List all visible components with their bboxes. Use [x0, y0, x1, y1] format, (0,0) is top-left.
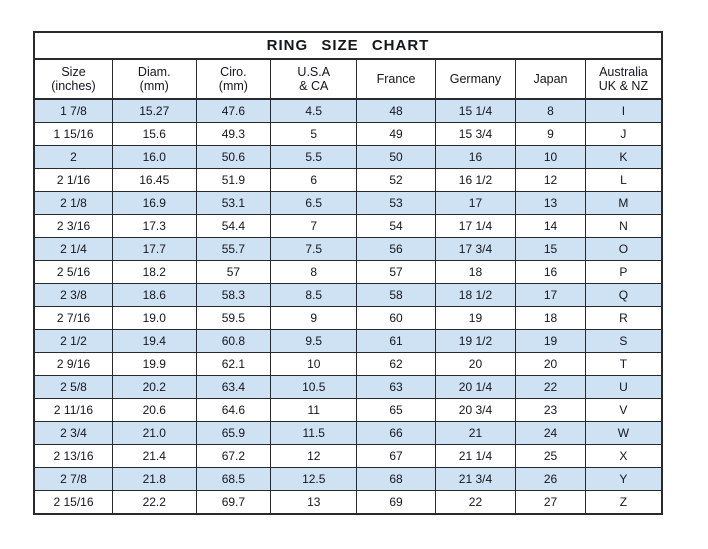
table-cell-japan: 23 — [516, 399, 586, 422]
column-header-label: Australia — [599, 64, 648, 79]
table-cell-size-inches: 1 15/16 — [34, 123, 113, 146]
table-cell-japan: 13 — [516, 192, 586, 215]
table-cell-diameter-mm: 21.0 — [113, 422, 197, 445]
table-cell-australia-uk-nz: T — [585, 353, 662, 376]
table-cell-size-inches: 1 7/8 — [34, 99, 113, 123]
table-cell-germany: 15 3/4 — [435, 123, 515, 146]
table-cell-size-inches: 2 3/4 — [34, 422, 113, 445]
table-cell-japan: 25 — [516, 445, 586, 468]
table-cell-germany: 17 — [435, 192, 515, 215]
table-cell-diameter-mm: 20.6 — [113, 399, 197, 422]
table-cell-japan: 17 — [516, 284, 586, 307]
table-cell-france: 53 — [357, 192, 436, 215]
table-cell-japan: 18 — [516, 307, 586, 330]
table-cell-size-inches: 2 1/16 — [34, 169, 113, 192]
column-header-circumference-mm — [196, 59, 271, 99]
table-cell-size-inches: 2 11/16 — [34, 399, 113, 422]
table-cell-circumference-mm: 55.7 — [196, 238, 271, 261]
column-header-label: Diam. — [137, 64, 171, 79]
column-header-japan — [516, 59, 586, 99]
table-cell-australia-uk-nz: W — [585, 422, 662, 445]
table-row — [34, 307, 662, 330]
table-cell-size-inches: 2 7/8 — [34, 468, 113, 491]
table-cell-australia-uk-nz: S — [585, 330, 662, 353]
table-cell-usa-ca: 12.5 — [271, 468, 357, 491]
table-cell-germany: 18 1/2 — [435, 284, 515, 307]
table-cell-size-inches: 2 3/8 — [34, 284, 113, 307]
table-cell-germany: 17 1/4 — [435, 215, 515, 238]
table-row — [34, 99, 662, 123]
table-cell-diameter-mm: 16.45 — [113, 169, 197, 192]
table-cell-germany: 17 3/4 — [435, 238, 515, 261]
table-cell-australia-uk-nz: U — [585, 376, 662, 399]
table-cell-circumference-mm: 57 — [196, 261, 271, 284]
table-cell-size-inches: 2 9/16 — [34, 353, 113, 376]
table-cell-australia-uk-nz: I — [585, 99, 662, 123]
table-cell-usa-ca: 5 — [271, 123, 357, 146]
column-header-germany — [435, 59, 515, 99]
chart-title: RING SIZE CHART — [34, 32, 662, 59]
table-cell-usa-ca: 4.5 — [271, 99, 357, 123]
table-row — [34, 238, 662, 261]
table-cell-usa-ca: 13 — [271, 491, 357, 515]
column-header-diameter-mm — [113, 59, 197, 99]
table-cell-japan: 10 — [516, 146, 586, 169]
table-cell-germany: 22 — [435, 491, 515, 515]
table-cell-australia-uk-nz: K — [585, 146, 662, 169]
table-cell-australia-uk-nz: X — [585, 445, 662, 468]
table-cell-circumference-mm: 51.9 — [196, 169, 271, 192]
table-body — [34, 99, 662, 514]
table-cell-usa-ca: 5.5 — [271, 146, 357, 169]
column-header-sublabel: (mm) — [218, 79, 248, 93]
table-cell-diameter-mm: 17.7 — [113, 238, 197, 261]
table-cell-diameter-mm: 19.0 — [113, 307, 197, 330]
table-row — [34, 284, 662, 307]
table-cell-japan: 9 — [516, 123, 586, 146]
table-cell-usa-ca: 10 — [271, 353, 357, 376]
table-cell-circumference-mm: 68.5 — [196, 468, 271, 491]
table-cell-germany: 16 — [435, 146, 515, 169]
table-cell-diameter-mm: 16.0 — [113, 146, 197, 169]
table-cell-usa-ca: 10.5 — [271, 376, 357, 399]
table-cell-usa-ca: 8.5 — [271, 284, 357, 307]
column-header-sublabel: & CA — [299, 79, 329, 93]
table-cell-france: 61 — [357, 330, 436, 353]
table-cell-france: 48 — [357, 99, 436, 123]
table-cell-size-inches: 2 1/8 — [34, 192, 113, 215]
table-cell-australia-uk-nz: V — [585, 399, 662, 422]
table-cell-australia-uk-nz: R — [585, 307, 662, 330]
table-cell-circumference-mm: 67.2 — [196, 445, 271, 468]
table-row — [34, 123, 662, 146]
table-cell-usa-ca: 11.5 — [271, 422, 357, 445]
table-cell-usa-ca: 7.5 — [271, 238, 357, 261]
column-header-label: Japan — [533, 71, 568, 86]
table-cell-size-inches: 2 7/16 — [34, 307, 113, 330]
table-cell-circumference-mm: 69.7 — [196, 491, 271, 515]
table-cell-france: 52 — [357, 169, 436, 192]
table-cell-france: 60 — [357, 307, 436, 330]
table-cell-usa-ca: 7 — [271, 215, 357, 238]
table-cell-france: 66 — [357, 422, 436, 445]
chart-title-row — [34, 32, 662, 59]
table-row — [34, 445, 662, 468]
table-cell-circumference-mm: 54.4 — [196, 215, 271, 238]
table-cell-diameter-mm: 22.2 — [113, 491, 197, 515]
table-row — [34, 146, 662, 169]
table-cell-circumference-mm: 60.8 — [196, 330, 271, 353]
table-cell-japan: 26 — [516, 468, 586, 491]
table-row — [34, 330, 662, 353]
table-cell-diameter-mm: 20.2 — [113, 376, 197, 399]
table-cell-france: 69 — [357, 491, 436, 515]
table-cell-germany: 19 1/2 — [435, 330, 515, 353]
table-cell-australia-uk-nz: P — [585, 261, 662, 284]
table-cell-france: 58 — [357, 284, 436, 307]
table-cell-diameter-mm: 19.4 — [113, 330, 197, 353]
column-header-sublabel: UK & NZ — [598, 79, 649, 93]
table-row — [34, 468, 662, 491]
table-cell-japan: 16 — [516, 261, 586, 284]
table-cell-japan: 14 — [516, 215, 586, 238]
table-cell-circumference-mm: 65.9 — [196, 422, 271, 445]
table-cell-france: 63 — [357, 376, 436, 399]
table-cell-diameter-mm: 17.3 — [113, 215, 197, 238]
ring-size-chart — [33, 31, 663, 515]
table-cell-france: 57 — [357, 261, 436, 284]
table-cell-france: 67 — [357, 445, 436, 468]
column-header-label: Ciro. — [220, 64, 247, 79]
table-cell-japan: 19 — [516, 330, 586, 353]
table-cell-diameter-mm: 19.9 — [113, 353, 197, 376]
table-cell-size-inches: 2 1/4 — [34, 238, 113, 261]
table-cell-france: 68 — [357, 468, 436, 491]
table-cell-japan: 12 — [516, 169, 586, 192]
table-cell-size-inches: 2 5/16 — [34, 261, 113, 284]
table-cell-size-inches: 2 5/8 — [34, 376, 113, 399]
table-cell-france: 49 — [357, 123, 436, 146]
table-cell-usa-ca: 6 — [271, 169, 357, 192]
table-cell-france: 65 — [357, 399, 436, 422]
table-row — [34, 399, 662, 422]
table-cell-usa-ca: 6.5 — [271, 192, 357, 215]
table-row — [34, 376, 662, 399]
table-cell-circumference-mm: 49.3 — [196, 123, 271, 146]
table-cell-diameter-mm: 15.6 — [113, 123, 197, 146]
table-cell-australia-uk-nz: Y — [585, 468, 662, 491]
table-cell-japan: 27 — [516, 491, 586, 515]
table-cell-germany: 21 1/4 — [435, 445, 515, 468]
table-cell-australia-uk-nz: O — [585, 238, 662, 261]
column-header-sublabel: (mm) — [139, 79, 169, 93]
table-cell-size-inches: 2 15/16 — [34, 491, 113, 515]
table-cell-australia-uk-nz: M — [585, 192, 662, 215]
table-cell-japan: 22 — [516, 376, 586, 399]
column-header-size-inches — [34, 59, 113, 99]
table-cell-diameter-mm: 21.4 — [113, 445, 197, 468]
table-cell-circumference-mm: 59.5 — [196, 307, 271, 330]
column-header-label: U.S.A — [297, 64, 331, 79]
table-cell-usa-ca: 9 — [271, 307, 357, 330]
table-cell-usa-ca: 9.5 — [271, 330, 357, 353]
column-header-label: Size — [61, 64, 86, 79]
table-row — [34, 192, 662, 215]
table-cell-australia-uk-nz: Z — [585, 491, 662, 515]
column-header-sublabel: (inches) — [51, 79, 96, 93]
table-cell-size-inches: 2 3/16 — [34, 215, 113, 238]
table-cell-japan: 15 — [516, 238, 586, 261]
table-cell-circumference-mm: 53.1 — [196, 192, 271, 215]
table-row — [34, 261, 662, 284]
table-cell-germany: 15 1/4 — [435, 99, 515, 123]
table-cell-japan: 20 — [516, 353, 586, 376]
table-cell-japan: 8 — [516, 99, 586, 123]
table-row — [34, 215, 662, 238]
table-cell-diameter-mm: 15.27 — [113, 99, 197, 123]
table-cell-circumference-mm: 47.6 — [196, 99, 271, 123]
column-header-label: Germany — [449, 71, 502, 86]
table-row — [34, 353, 662, 376]
table-row — [34, 422, 662, 445]
table-cell-germany: 20 3/4 — [435, 399, 515, 422]
table-cell-germany: 21 3/4 — [435, 468, 515, 491]
table-cell-diameter-mm: 16.9 — [113, 192, 197, 215]
table-cell-australia-uk-nz: Q — [585, 284, 662, 307]
table-cell-circumference-mm: 58.3 — [196, 284, 271, 307]
table-cell-germany: 16 1/2 — [435, 169, 515, 192]
table-cell-france: 56 — [357, 238, 436, 261]
column-header-usa-ca — [271, 59, 357, 99]
table-cell-size-inches: 2 1/2 — [34, 330, 113, 353]
table-cell-germany: 18 — [435, 261, 515, 284]
table-cell-france: 50 — [357, 146, 436, 169]
table-cell-circumference-mm: 63.4 — [196, 376, 271, 399]
table-cell-france: 54 — [357, 215, 436, 238]
table-cell-circumference-mm: 50.6 — [196, 146, 271, 169]
table-row — [34, 491, 662, 515]
table-cell-usa-ca: 8 — [271, 261, 357, 284]
column-header-row — [34, 59, 662, 99]
table-cell-size-inches: 2 — [34, 146, 113, 169]
table-cell-japan: 24 — [516, 422, 586, 445]
table-cell-australia-uk-nz: N — [585, 215, 662, 238]
table-cell-australia-uk-nz: L — [585, 169, 662, 192]
table-cell-circumference-mm: 62.1 — [196, 353, 271, 376]
table-cell-germany: 20 1/4 — [435, 376, 515, 399]
table-cell-france: 62 — [357, 353, 436, 376]
table-cell-circumference-mm: 64.6 — [196, 399, 271, 422]
table-cell-usa-ca: 11 — [271, 399, 357, 422]
column-header-australia-uk-nz — [585, 59, 662, 99]
table-cell-size-inches: 2 13/16 — [34, 445, 113, 468]
table-cell-usa-ca: 12 — [271, 445, 357, 468]
table-cell-australia-uk-nz: J — [585, 123, 662, 146]
table-cell-diameter-mm: 21.8 — [113, 468, 197, 491]
column-header-label: France — [376, 71, 416, 86]
column-header-france — [357, 59, 436, 99]
table-cell-diameter-mm: 18.6 — [113, 284, 197, 307]
table-cell-diameter-mm: 18.2 — [113, 261, 197, 284]
table-cell-germany: 20 — [435, 353, 515, 376]
table-row — [34, 169, 662, 192]
table-cell-germany: 19 — [435, 307, 515, 330]
table-cell-germany: 21 — [435, 422, 515, 445]
ring-size-table — [33, 31, 663, 515]
